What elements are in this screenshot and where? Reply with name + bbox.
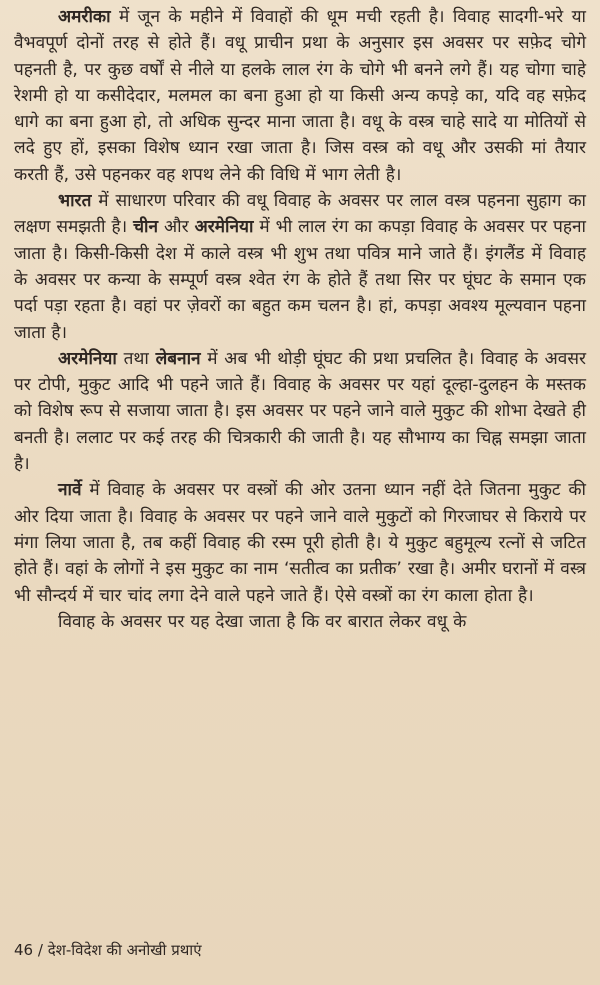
paragraph-continued	[14, 609, 586, 635]
country-heading-america: अमरीका	[58, 7, 111, 27]
paragraph-text: में भी लाल रंग का कपड़ा विवाह के अवसर पर पहना जाता है। किसी-किसी देश में काले वस्त्र भी शुभ तथा पवित्र माने जाते हैं। इंगलैंड में विवाह के अवसर पर कन्या के सम्पूर्ण वस्त्र श्वेत रंग के होते हैं तथा सिर पर घूंघट के समान एक पर्दा पड़ा रहता है। वहां पर ज़ेवरों का बहुत कम चलन है। हां, कपड़ा अवश्य मूल्यवान पहना जाता है।	[14, 217, 586, 343]
paragraph-norway	[14, 477, 586, 608]
paragraph-text: में अब भी थोड़ी घूंघट की प्रथा प्रचलित है। विवाह के अवसर पर टोपी, मुकुट आदि भी पहने जाते हैं। विवाह के अवसर पर यहां दूल्हा-दुलहन के मस्तक को विशेष रूप से सजाया जाता है। इस अवसर पर पहने जाने वाले मुकुट की शोभा देखते ही बनती है। ललाट पर कई तरह की चित्रकारी की जाती है। यह सौभाग्य का चिह्न समझा जाता है।	[14, 348, 586, 475]
paragraph-india	[14, 188, 586, 346]
paragraph-text: में विवाह के अवसर पर वस्त्रों की ओर उतना ध्यान नहीं देते जितना मुकुट की ओर दिया जाता है। विवाह के अवसर पर पहने जाने वाले मुकुटों को गिरजाघर से किराये पर मंगा लिया जाता है, तब कहीं विवाह की रस्म पूरी होती है। ये मुकुट बहुमूल्य रत्नों से जटित होते हैं। वहां के लोगों ने इस मुकुट का नाम ‘सतीत्व का प्रतीक’ रखा है। अमीर घरानों में वस्त्र भी सौन्दर्य में चार चांद लगा देने वाले पहने जाते हैं। ऐसे वस्त्रों का रंग काला होता है।	[14, 480, 586, 606]
book-title: देश-विदेश की अनोखी प्रथाएं	[47, 941, 202, 959]
paragraph-text: में साधारण परिवार की वधू विवाह के अवसर पर लाल वस्त्र पहनना सुहाग का लक्षण समझती है।	[14, 191, 586, 238]
paragraph-text: और	[158, 217, 195, 238]
country-heading-norway: नार्वे	[58, 480, 82, 501]
country-heading-india: भारत	[58, 191, 92, 212]
body-text	[14, 4, 586, 635]
paragraph-armenia	[14, 346, 586, 477]
country-heading-armenia: अरमेनिया	[58, 348, 117, 369]
country-name-lebanon: लेबनान	[155, 348, 201, 369]
paragraph-text: विवाह के अवसर पर यह देखा जाता है कि वर बारात लेकर वधू के	[58, 611, 467, 632]
country-name-armenia: अरमेनिया	[194, 217, 254, 238]
page-number: 46	[14, 941, 34, 959]
paragraph-text: तथा	[116, 348, 156, 369]
paragraph-text: में जून के महीने में विवाहों की धूम मची रहती है। विवाह सादगी-भरे या वैभवपूर्ण दोनों तरह से होते हैं। वधू प्राचीन प्रथा के अनुसार इस अवसर पर सफ़ेद चोगे पहनती है, पर कुछ वर्षों से नीले या हलके लाल रंग के चोगे भी बनने लगे हैं। यह चोगा चाहे रेशमी हो या कसीदेदार, मलमल का बना हुआ हो या किसी अन्य कपड़े का, यदि वह सफ़ेद धागे का बना हुआ हो, तो अधिक सुन्दर माना जाता है। वधू के वस्त्र चाहे सादे या मोतियों से लदे हुए हों, इसका विशेष ध्यान रखा जाता है। जिस वस्त्र को वधू और उसकी मां तैयार करती हैं, उसे पहनकर वह शपथ लेने की विधि में भाग लेती है।	[14, 7, 586, 185]
paragraph-america	[14, 4, 586, 188]
page-footer	[14, 940, 202, 960]
country-name-china: चीन	[133, 217, 159, 238]
footer-separator: /	[33, 941, 48, 959]
